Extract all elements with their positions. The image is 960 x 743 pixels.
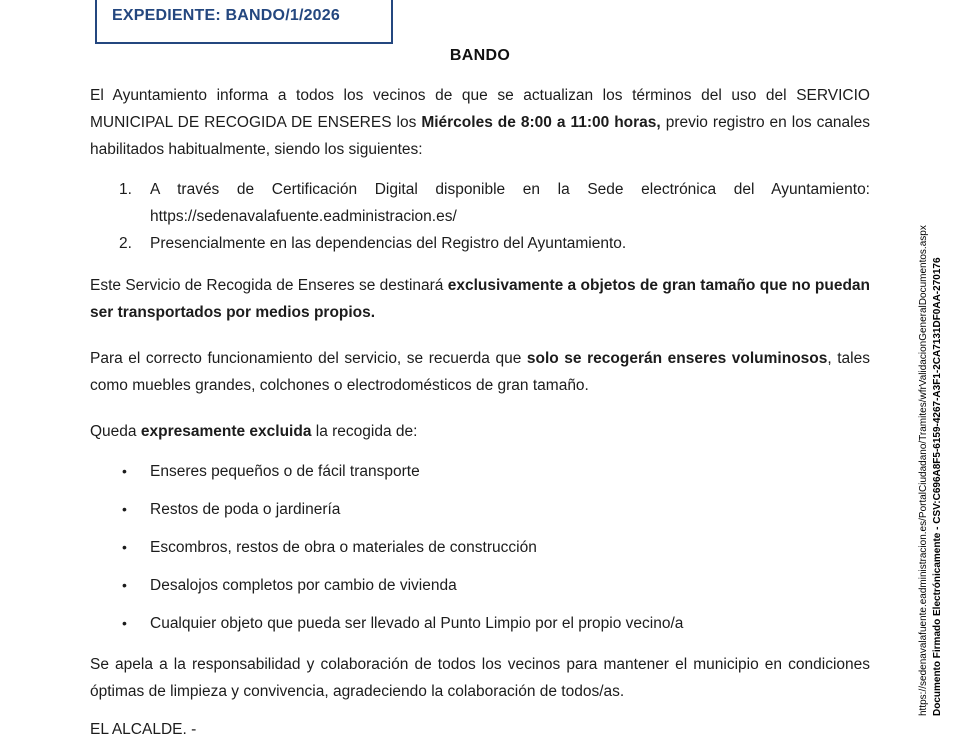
- list-item-text: Escombros, restos de obra o materiales de construcción: [150, 539, 537, 556]
- reminder-text-post: , tales como muebles grandes, colchones o electrodomésticos de gran tamaño.: [90, 350, 870, 394]
- list-item-number: 1.: [119, 181, 132, 198]
- bullet-icon: •: [122, 615, 127, 631]
- list-item: [90, 458, 870, 485]
- stamp-csv-text: Documento Firmado Electrónicamente - CSV:C696A8F5-6159-4267-A3F1-2CA7131DF0AA-270176: [931, 257, 943, 716]
- document-body: [90, 82, 870, 743]
- exclusion-text-bold: expresamente excluida: [140, 423, 312, 440]
- list-item: [90, 534, 870, 561]
- destination-text-pre: Este Servicio de Recogida de Enseres se destinará: [90, 277, 448, 294]
- signature-line: EL ALCALDE. -: [90, 721, 197, 738]
- bullet-icon: •: [122, 463, 127, 479]
- reminder-paragraph: [90, 345, 870, 399]
- exclusion-text-post: la recogida de:: [311, 423, 418, 440]
- appeal-paragraph: Se apela a la responsabilidad y colaboración de todos los vecinos para mantener el municipio en condiciones óptimas de limpieza y convivencia, agradeciendo la colaboración de todos/as.: [90, 656, 870, 700]
- list-item-text: Desalojos completos por cambio de vivienda: [150, 577, 457, 594]
- reminder-text-bold: solo se recogerán enseres voluminosos: [526, 350, 828, 367]
- intro-text-post: previo registro en los canales habilitados habitualmente, siendo los siguientes:: [90, 114, 870, 158]
- bullet-icon: •: [122, 501, 127, 517]
- intro-text-pre: El Ayuntamiento informa a todos los vecinos de que se actualizan los términos del uso del SERVICIO MUNICIPAL DE RECOGIDA DE ENSERES los: [90, 87, 870, 131]
- document-title: BANDO: [449, 47, 511, 64]
- list-item: [90, 230, 870, 257]
- expediente-box: [95, 0, 393, 44]
- bullet-icon: •: [122, 577, 127, 593]
- registration-channels-list: [90, 176, 870, 257]
- list-item: [90, 610, 870, 637]
- excluded-items-list: [90, 458, 870, 637]
- intro-text-bold-schedule: Miércoles de 8:00 a 11:00 horas,: [421, 114, 661, 131]
- bullet-icon: •: [122, 539, 127, 555]
- list-item: [90, 572, 870, 599]
- intro-paragraph: [90, 82, 870, 163]
- exclusion-text-pre: Queda: [90, 423, 141, 440]
- destination-text-bold: exclusivamente a objetos de gran tamaño que no puedan ser transportados por medios propios.: [90, 277, 871, 321]
- list-item-number: 2.: [119, 235, 132, 252]
- list-item-text: Presencialmente en las dependencias del Registro del Ayuntamiento.: [150, 235, 627, 252]
- list-item: [90, 496, 870, 523]
- destination-paragraph: [90, 272, 870, 326]
- reminder-text-pre: Para el correcto funcionamiento del servicio, se recuerda que: [90, 350, 527, 367]
- expediente-label: EXPEDIENTE: BANDO/1/2026: [112, 7, 340, 24]
- list-item-text: Enseres pequeños o de fácil transporte: [150, 463, 420, 480]
- vertical-signature-stamp: [917, 225, 944, 716]
- stamp-validation-url: https://sedenavalafuente.eadministracion.es/PortalCiudadano/Tramites/wfrValidacionGeneralDocumentos.aspx: [918, 225, 929, 716]
- list-item-text: A través de Certificación Digital disponible en la Sede electrónica del Ayuntamiento: https://sedenavalafuente.eadministracion.es/: [150, 181, 870, 225]
- list-item: [90, 176, 870, 230]
- list-item-text: Restos de poda o jardinería: [150, 501, 341, 518]
- list-item-text: Cualquier objeto que pueda ser llevado al Punto Limpio por el propio vecino/a: [150, 615, 684, 632]
- exclusion-intro-paragraph: [90, 418, 870, 445]
